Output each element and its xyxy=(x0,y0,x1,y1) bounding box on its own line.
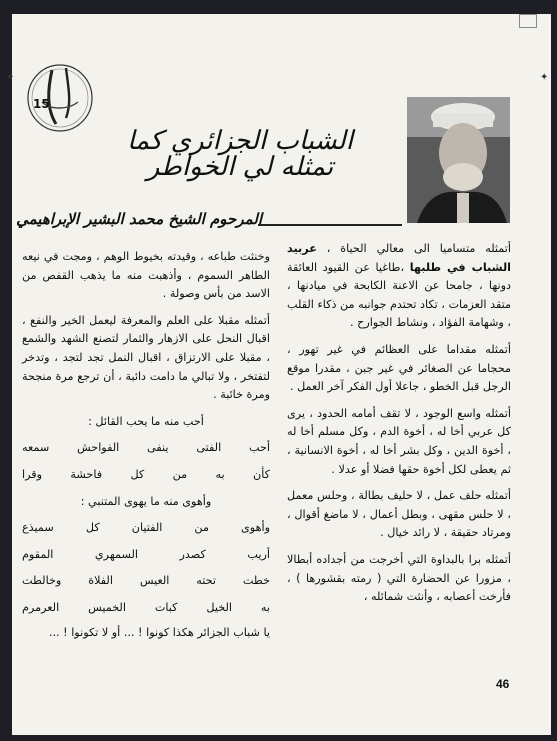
verse-line: به الخيل كبات الخميس العرمرم xyxy=(22,600,270,614)
right-column xyxy=(287,240,511,615)
registration-mark-right: ✦ xyxy=(540,72,549,83)
verse-line: أريب كصدر السمهري المقوم xyxy=(22,547,270,561)
byline-rule xyxy=(258,224,402,226)
portrait-image xyxy=(407,97,510,223)
scan-border-bottom xyxy=(0,735,557,741)
verse-line: أحب الفتى ينفى الفواحش سمعه xyxy=(22,441,270,455)
author-byline: المرحوم الشيخ محمد البشير الإبراهيمي xyxy=(16,210,262,228)
paragraph: أتمثله حلف عمل ، لا حليف بطالة ، وحلس معمل ، لا حلس مقهى ، وبطل أعمال ، لا ماضغ أقوال ، ومرتاد حقيقة ، لا رائد خيال . xyxy=(287,489,511,540)
paragraph: أتمثله برا بالبداوة التي أخرجت من أجداده أبطالا ، مزورا عن الحضارة التي ( رمته بقشورها ) ، فأرخت أعصابه ، وأنثت شمائله ، xyxy=(287,552,511,604)
verse-line: خطت تحته العيس الفلاة وخالطت xyxy=(22,574,270,588)
page-number: 46 xyxy=(496,677,510,691)
scan-border-top xyxy=(0,0,557,14)
paragraph: أتمثله متساميا الى معالي الحياة ، عربيد الشباب في طلبها ،طاغيا عن القيود العائقة دونها ، جامحا عن الاعنة الكابحة في ميادنها ، متقد العزمات ، تكاد تحتدم جوانبه من ذكاء القلب ، وشهامة الفؤاد ، ونشاط الجوارح . xyxy=(287,242,512,330)
verse-intro: أحب منه ما يحب القائل : xyxy=(88,414,204,428)
verse-intro: وأهوى منه ما يهوى المتنبي : xyxy=(80,494,212,508)
registration-mark-left: ✦ xyxy=(6,72,15,83)
magazine-logo xyxy=(22,58,96,134)
paragraph: أتمثله مقبلا على العلم والمعرفة ليعمل الخير والنفع ، اقبال النحل على الازهار والثمار لتصنع الشهد والشمع ، مقبلا على الارتزاق ، اقبال النمل تجد لتجد ، وتدخر لتفتخر ، ولا تبالي ما دامت دائبة ، أن ترجع مرة منجحة ومرة خائبة . xyxy=(22,313,270,402)
closing-line: يا شباب الجزائر هكذا كونوا ! ... أو لا تكونوا ! ... xyxy=(48,625,270,639)
scan-border-left xyxy=(0,0,15,741)
paragraph: أتمثله مقداما على العظائم في غير تهور ، محجاما عن الصغائر في غير جبن ، مقدرا موقع الرجل قبل الخطو ، جاعلا أول الفكر آخر العمل . xyxy=(287,342,511,394)
paragraph: أتمثله واسع الوجود ، لا تقف أمامه الحدود ، يرى كل عربي أخا له ، أخوة الدم ، وكل مسلم أخا له ، أخوة الدين ، وكل بشر أخا له ، أخوة الانسانية ، ثم يعطى لكل أخوة حقها فضلا أو عدلا . xyxy=(287,406,511,476)
verse-line: وأهوى من الفتيان كل سميذع xyxy=(22,521,270,535)
logo-number: 15 xyxy=(33,97,50,111)
scan-border-right xyxy=(551,0,557,741)
paragraph: وخنثت طباعه ، وقيدته بخيوط الوهم ، ومجت في نيعه الطاهر السموم ، وأذهبت منه ما يذهب القفص من الاسد من بأس وصولة . xyxy=(22,250,270,301)
article-title: الشباب الجزائري كما تمثله لي الخواطر xyxy=(127,126,353,182)
emphasis-text: عربيد الشباب في طلبها xyxy=(287,242,512,274)
left-column xyxy=(22,248,270,650)
author-portrait xyxy=(407,97,510,223)
corner-tab xyxy=(519,14,537,28)
verse-line: كأن به من كل فاحشة وقرا xyxy=(22,467,270,481)
